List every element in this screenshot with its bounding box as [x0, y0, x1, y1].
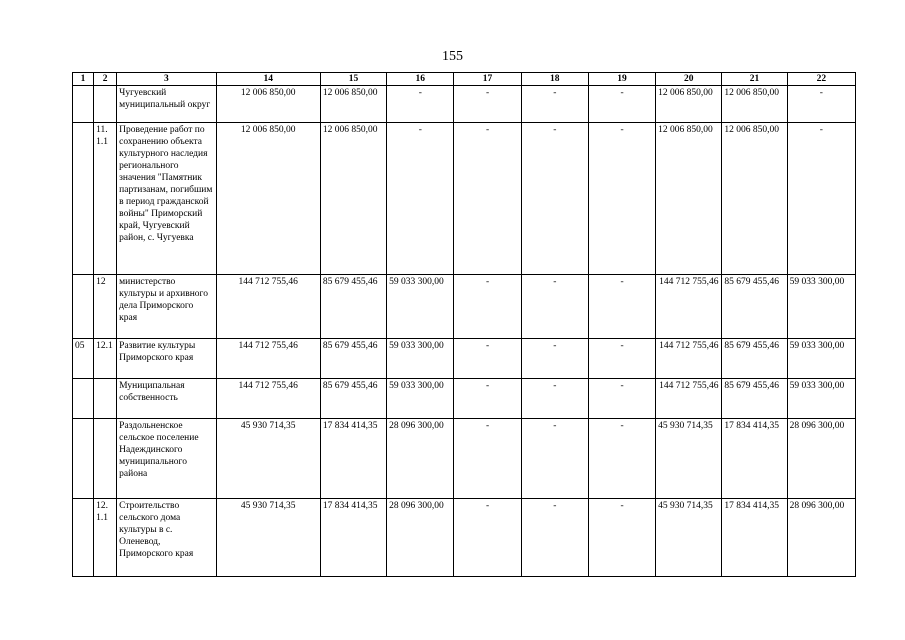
cell-col15: 12 006 850,00 [320, 86, 386, 123]
cell-col20: 12 006 850,00 [656, 123, 722, 275]
cell-col16: 28 096 300,00 [387, 419, 454, 499]
cell-col3: Развитие культуры Приморского края [117, 339, 216, 379]
cell-col14: 45 930 714,35 [216, 419, 320, 499]
cell-col20: 45 930 714,35 [656, 419, 722, 499]
cell-col17: - [454, 123, 521, 275]
cell-col17: - [454, 499, 521, 577]
cell-col21: 85 679 455,46 [722, 379, 787, 419]
cell-col1 [73, 123, 94, 275]
cell-col22: 59 033 300,00 [787, 275, 855, 339]
table-row [73, 419, 856, 499]
cell-col3: Раздольненское сельское поселение Надеждинского муниципального района [117, 419, 216, 499]
table-row [73, 379, 856, 419]
cell-col20: 144 712 755,46 [656, 379, 722, 419]
cell-col18: - [521, 275, 588, 339]
cell-col1 [73, 275, 94, 339]
cell-col15: 85 679 455,46 [320, 275, 386, 339]
cell-col2: 12.1 [94, 339, 117, 379]
cell-col2: 12.1.1 [94, 499, 117, 577]
cell-col16: - [387, 123, 454, 275]
cell-col21: 17 834 414,35 [722, 419, 787, 499]
cell-col14: 45 930 714,35 [216, 499, 320, 577]
cell-col15: 85 679 455,46 [320, 379, 386, 419]
column-header: 15 [320, 73, 386, 86]
cell-col16: 59 033 300,00 [387, 339, 454, 379]
cell-col18: - [521, 379, 588, 419]
table-row [73, 275, 856, 339]
cell-col15: 17 834 414,35 [320, 419, 386, 499]
cell-col2 [94, 86, 117, 123]
cell-col15: 17 834 414,35 [320, 499, 386, 577]
cell-col14: 144 712 755,46 [216, 275, 320, 339]
cell-col1 [73, 499, 94, 577]
cell-col20: 144 712 755,46 [656, 339, 722, 379]
cell-col19: - [588, 419, 655, 499]
column-header: 16 [387, 73, 454, 86]
budget-table [72, 72, 856, 577]
cell-col21: 12 006 850,00 [722, 123, 787, 275]
cell-col22: - [787, 123, 855, 275]
cell-col17: - [454, 339, 521, 379]
table-row [73, 339, 856, 379]
cell-col21: 85 679 455,46 [722, 339, 787, 379]
cell-col19: - [588, 339, 655, 379]
column-header: 1 [73, 73, 94, 86]
cell-col18: - [521, 339, 588, 379]
column-header: 2 [94, 73, 117, 86]
cell-col20: 12 006 850,00 [656, 86, 722, 123]
column-header: 19 [588, 73, 655, 86]
cell-col1 [73, 419, 94, 499]
column-header: 3 [117, 73, 216, 86]
cell-col2: 11.1.1 [94, 123, 117, 275]
cell-col18: - [521, 123, 588, 275]
column-header: 21 [722, 73, 787, 86]
cell-col20: 144 712 755,46 [656, 275, 722, 339]
cell-col22: 59 033 300,00 [787, 379, 855, 419]
column-header: 22 [787, 73, 855, 86]
cell-col3: Муниципальная собственность [117, 379, 216, 419]
cell-col21: 85 679 455,46 [722, 275, 787, 339]
cell-col19: - [588, 499, 655, 577]
cell-col14: 144 712 755,46 [216, 379, 320, 419]
cell-col17: - [454, 419, 521, 499]
cell-col3: Чугуевский муниципальный округ [117, 86, 216, 123]
cell-col17: - [454, 275, 521, 339]
cell-col19: - [588, 379, 655, 419]
cell-col18: - [521, 499, 588, 577]
cell-col3: Проведение работ по сохранению объекта культурного наследия регионального значения "Памятник партизанам, погибшим в период гражданской войны" Приморский край, Чугуевский район, с. Чугуевка [117, 123, 216, 275]
cell-col16: 59 033 300,00 [387, 379, 454, 419]
table-row [73, 86, 856, 123]
cell-col20: 45 930 714,35 [656, 499, 722, 577]
cell-col17: - [454, 379, 521, 419]
cell-col21: 17 834 414,35 [722, 499, 787, 577]
cell-col3: Строительство сельского дома культуры в с. Оленевод, Приморского края [117, 499, 216, 577]
cell-col14: 144 712 755,46 [216, 339, 320, 379]
cell-col16: - [387, 86, 454, 123]
cell-col22: 59 033 300,00 [787, 339, 855, 379]
cell-col16: 28 096 300,00 [387, 499, 454, 577]
cell-col22: 28 096 300,00 [787, 499, 855, 577]
cell-col2 [94, 419, 117, 499]
column-header: 14 [216, 73, 320, 86]
cell-col2: 12 [94, 275, 117, 339]
cell-col22: 28 096 300,00 [787, 419, 855, 499]
table-row [73, 123, 856, 275]
page-number: 155 [442, 49, 463, 64]
cell-col1: 05 [73, 339, 94, 379]
cell-col15: 85 679 455,46 [320, 339, 386, 379]
cell-col22: - [787, 86, 855, 123]
cell-col1 [73, 379, 94, 419]
table-row [73, 499, 856, 577]
cell-col18: - [521, 86, 588, 123]
header-row [73, 73, 856, 86]
column-header: 20 [656, 73, 722, 86]
column-header: 17 [454, 73, 521, 86]
cell-col16: 59 033 300,00 [387, 275, 454, 339]
column-header: 18 [521, 73, 588, 86]
cell-col19: - [588, 123, 655, 275]
cell-col14: 12 006 850,00 [216, 123, 320, 275]
cell-col21: 12 006 850,00 [722, 86, 787, 123]
cell-col18: - [521, 419, 588, 499]
cell-col2 [94, 379, 117, 419]
cell-col15: 12 006 850,00 [320, 123, 386, 275]
cell-col14: 12 006 850,00 [216, 86, 320, 123]
cell-col19: - [588, 86, 655, 123]
cell-col1 [73, 86, 94, 123]
cell-col17: - [454, 86, 521, 123]
cell-col3: министерство культуры и архивного дела Приморского края [117, 275, 216, 339]
cell-col19: - [588, 275, 655, 339]
